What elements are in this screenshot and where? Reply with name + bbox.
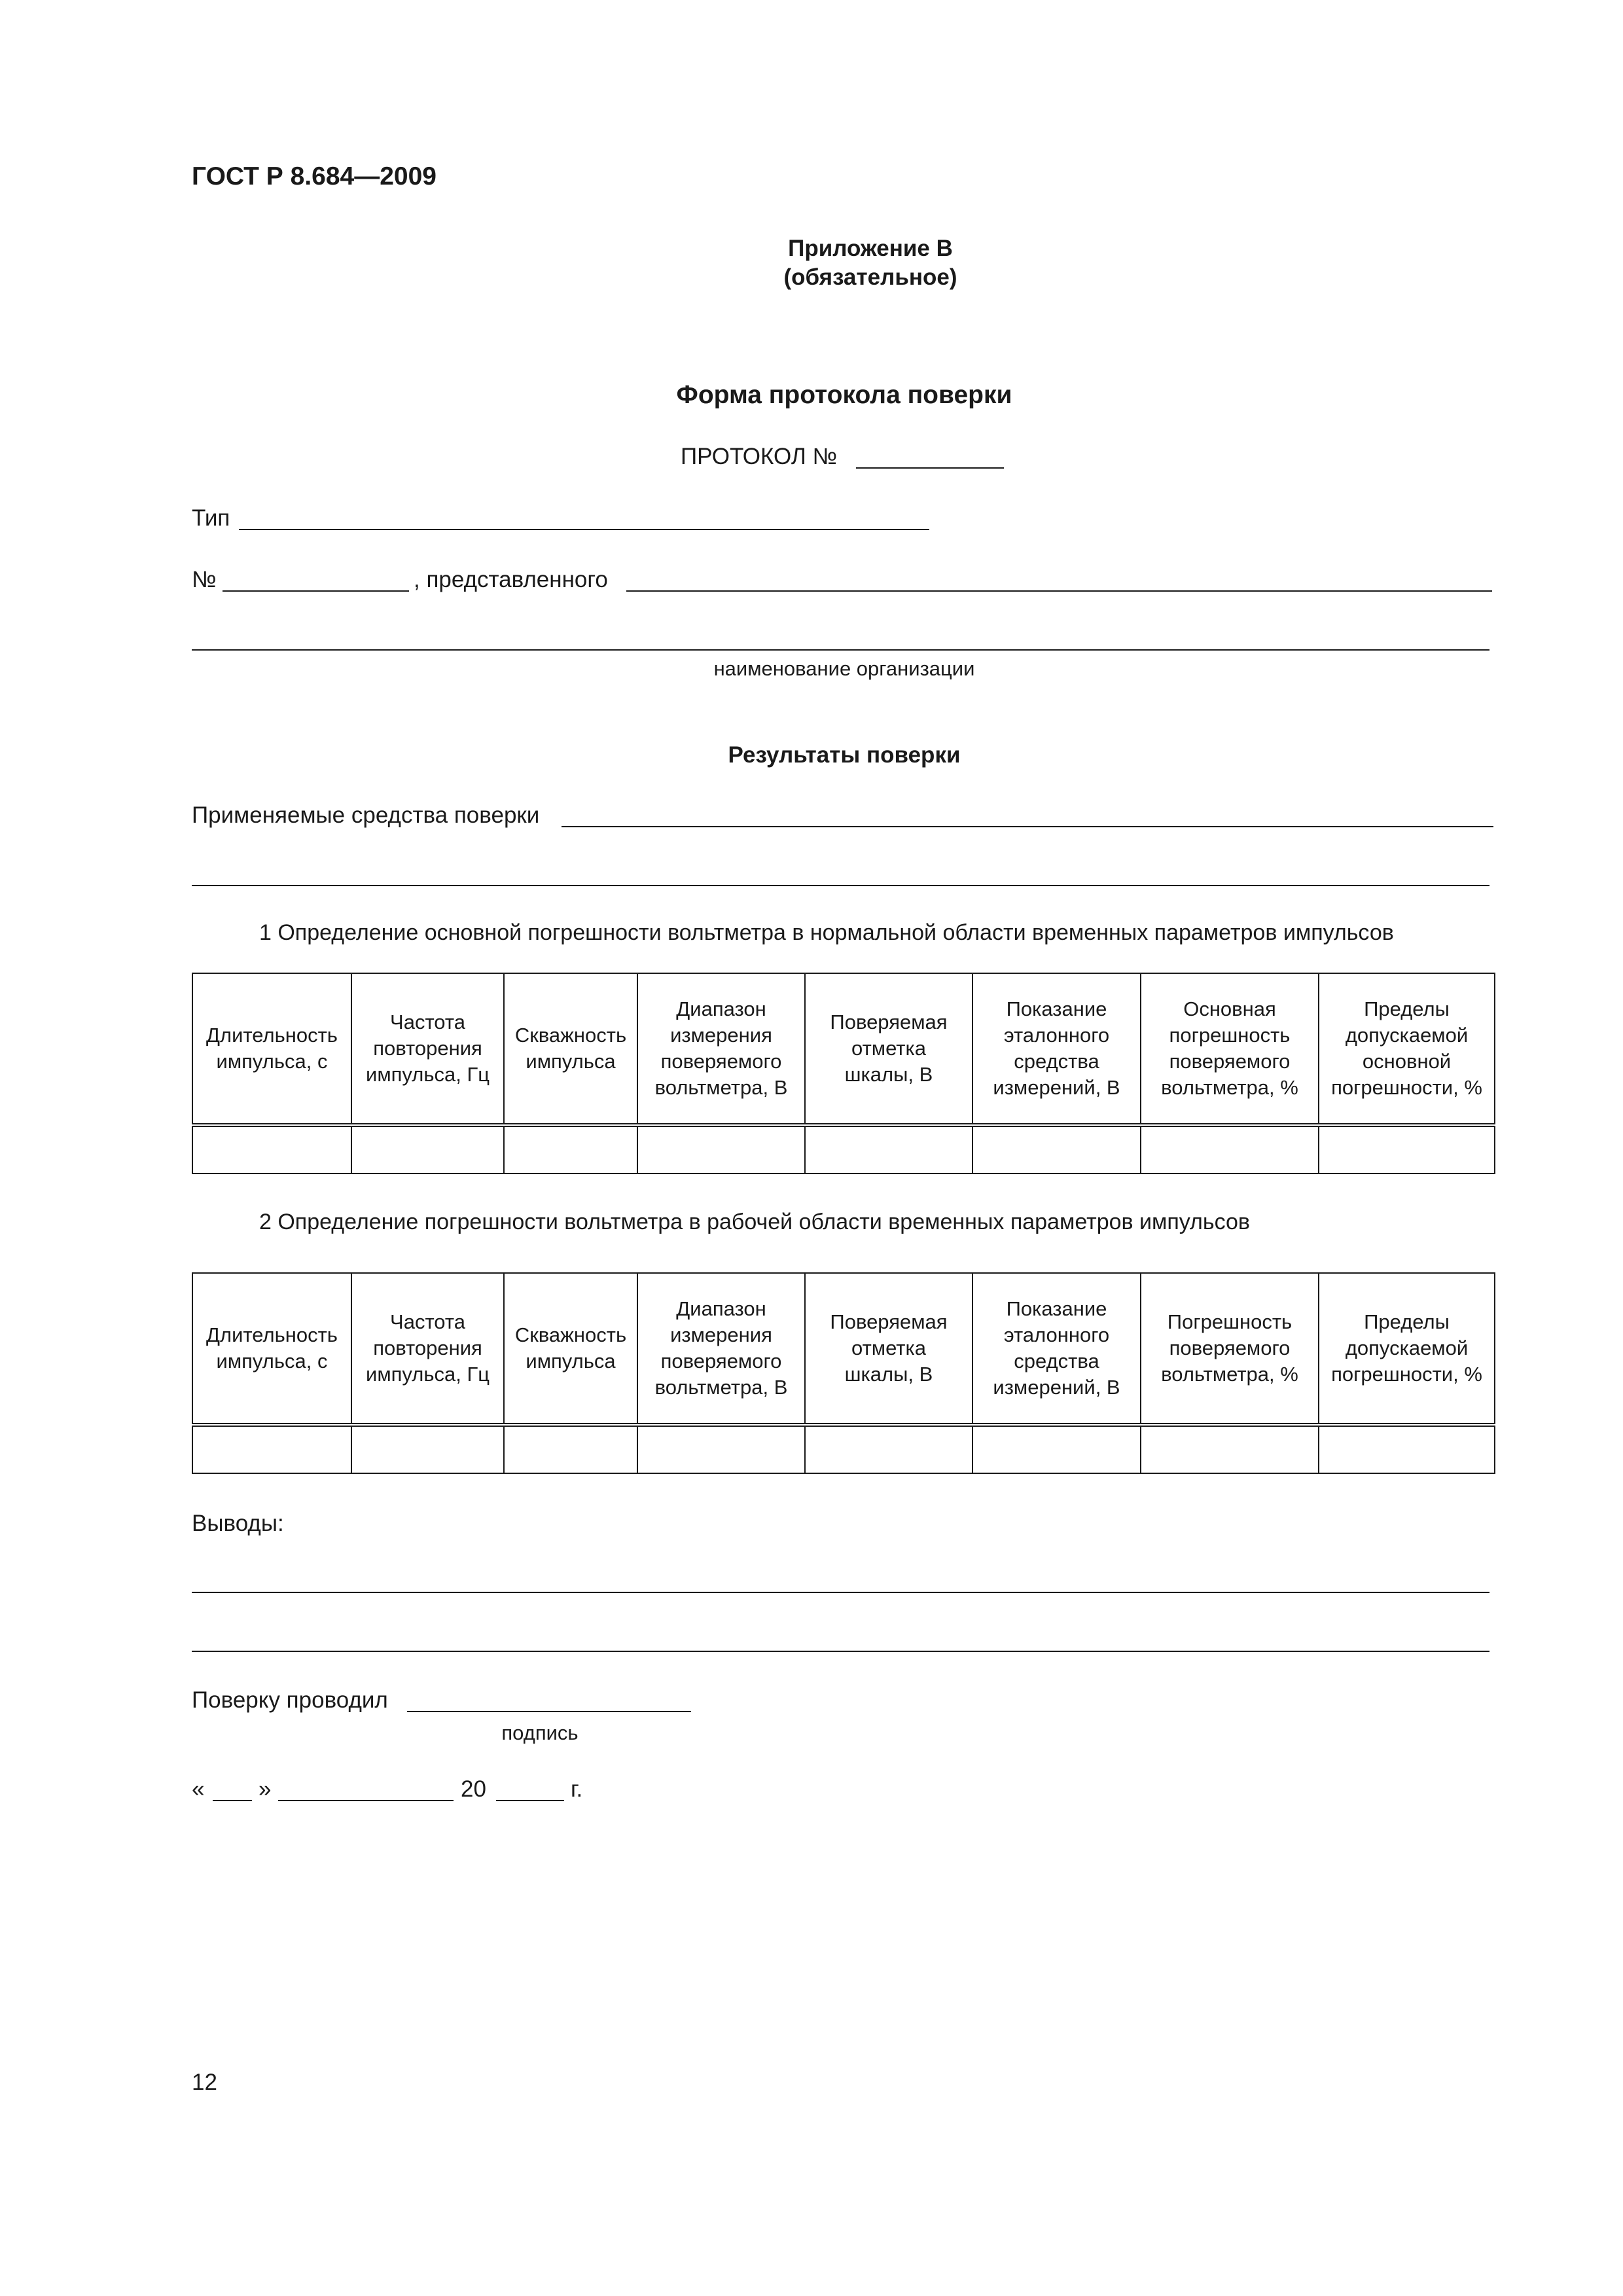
section2-table <box>192 1272 1495 1474</box>
table-cell[interactable] <box>637 1425 805 1473</box>
number-line[interactable] <box>223 590 409 592</box>
date-day-line[interactable] <box>213 1800 252 1801</box>
table-cell[interactable] <box>192 1425 351 1473</box>
organization-line[interactable] <box>192 649 1489 651</box>
table-cell[interactable] <box>1141 1125 1319 1174</box>
presented-label: , представленного <box>414 567 608 592</box>
column-header: Длительность импульса, с <box>192 973 351 1125</box>
table-header-row <box>192 973 1495 1125</box>
means-label: Применяемые средства поверки <box>192 802 540 828</box>
table-cell[interactable] <box>805 1125 972 1174</box>
table-row <box>192 1125 1495 1174</box>
page-number: 12 <box>192 2070 217 2095</box>
section1-table <box>192 973 1495 1174</box>
form-title: Форма протокола поверки <box>676 381 1012 409</box>
column-header: Скважность импульса <box>504 973 637 1125</box>
table-cell[interactable] <box>351 1125 504 1174</box>
annex-status: (обязательное) <box>783 264 957 290</box>
date-open-quote: « <box>192 1776 205 1802</box>
table-cell[interactable] <box>504 1425 637 1473</box>
means-line[interactable] <box>562 826 1493 827</box>
column-header: Поверяемая отметка шкалы, В <box>805 1273 972 1425</box>
column-header: Пределы допускаемой погрешности, % <box>1319 1273 1495 1425</box>
conclusions-line-2[interactable] <box>192 1651 1489 1652</box>
column-header: Поверяемая отметка шкалы, В <box>805 973 972 1125</box>
signature-caption: подпись <box>501 1721 579 1744</box>
type-line[interactable] <box>239 529 929 530</box>
date-close-quote: » <box>259 1776 272 1802</box>
table-cell[interactable] <box>972 1425 1141 1473</box>
date-year-line[interactable] <box>496 1800 564 1801</box>
table-cell[interactable] <box>351 1425 504 1473</box>
protocol-label: ПРОТОКОЛ № <box>681 444 838 469</box>
table-cell[interactable] <box>192 1125 351 1174</box>
column-header: Частота повторения импульса, Гц <box>351 973 504 1125</box>
table-cell[interactable] <box>972 1125 1141 1174</box>
section2-title: 2 Определение погрешности вольтметра в рабочей области временных параметров импульсов <box>259 1210 1250 1234</box>
table-cell[interactable] <box>637 1125 805 1174</box>
table-cell[interactable] <box>805 1425 972 1473</box>
column-header: Скважность импульса <box>504 1273 637 1425</box>
type-label: Тип <box>192 505 230 531</box>
signature-line[interactable] <box>407 1711 691 1712</box>
conclusions-line-1[interactable] <box>192 1592 1489 1593</box>
protocol-number-line[interactable] <box>856 467 1004 469</box>
date-year-suffix: г. <box>571 1776 583 1802</box>
column-header: Длительность импульса, с <box>192 1273 351 1425</box>
table-header-row <box>192 1273 1495 1425</box>
column-header: Показание эталонного средства измерений, В <box>972 973 1141 1125</box>
table-cell[interactable] <box>1141 1425 1319 1473</box>
column-header: Частота повторения импульса, Гц <box>351 1273 504 1425</box>
column-header: Пределы допускаемой основной погрешности, % <box>1319 973 1495 1125</box>
date-year-prefix: 20 <box>461 1776 486 1802</box>
results-title: Результаты поверки <box>728 742 961 768</box>
column-header: Диапазон измерения поверяемого вольтметра, В <box>637 973 805 1125</box>
number-label: № <box>192 567 217 592</box>
table-cell[interactable] <box>1319 1425 1495 1473</box>
presented-line[interactable] <box>626 590 1492 592</box>
table-row <box>192 1425 1495 1473</box>
signature-label: Поверку проводил <box>192 1687 388 1713</box>
column-header: Диапазон измерения поверяемого вольтметра, В <box>637 1273 805 1425</box>
conclusions-label: Выводы: <box>192 1511 284 1536</box>
means-line-2[interactable] <box>192 885 1489 886</box>
column-header: Основная погрешность поверяемого вольтметра, % <box>1141 973 1319 1125</box>
table-cell[interactable] <box>1319 1125 1495 1174</box>
column-header: Показание эталонного средства измерений, В <box>972 1273 1141 1425</box>
table-cell[interactable] <box>504 1125 637 1174</box>
standard-header: ГОСТ Р 8.684—2009 <box>192 162 437 190</box>
annex-title: Приложение В <box>788 236 953 261</box>
section1-title: 1 Определение основной погрешности вольтметра в нормальной области временных параметров импульсов <box>259 920 1394 945</box>
column-header: Погрешность поверяемого вольтметра, % <box>1141 1273 1319 1425</box>
organization-caption: наименование организации <box>713 657 975 680</box>
date-month-line[interactable] <box>278 1800 454 1801</box>
